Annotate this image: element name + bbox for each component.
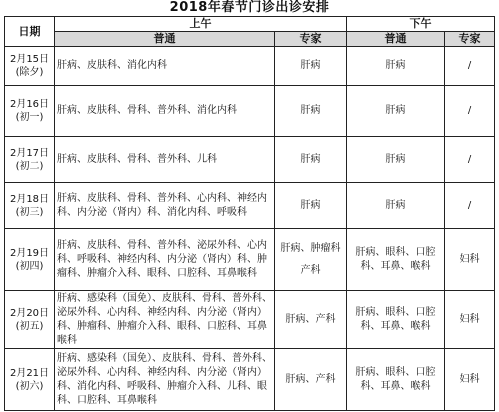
- pm-general-header: 普通: [347, 32, 445, 47]
- am-specialist-cell: [275, 47, 347, 86]
- pm-general-cell: 肝病、眼科、口腔科、耳鼻、喉科: [347, 349, 445, 411]
- am-specialist-text: 肝病、肿瘤科: [280, 242, 341, 254]
- pm-specialist-cell: /: [445, 137, 495, 183]
- pm-header: 下午: [347, 17, 495, 32]
- date-day-text: (初三): [15, 206, 44, 218]
- table-row: [5, 137, 495, 183]
- am-specialist-text: 肝病: [300, 153, 321, 165]
- date-cell: [5, 183, 55, 229]
- pm-specialist-header: 专家: [445, 32, 495, 47]
- page-title: 2018年春节门诊出诊安排: [169, 0, 330, 15]
- am-specialist-text: 肝病、产科: [285, 313, 336, 325]
- date-cell: [5, 86, 55, 137]
- date-cell: [5, 137, 55, 183]
- table-row: [5, 86, 495, 137]
- table-row: [5, 291, 495, 349]
- am-specialist-cell: [275, 86, 347, 137]
- date-day-text: (初一): [15, 112, 44, 123]
- am-specialist-text: 肝病、产科: [285, 373, 336, 385]
- pm-general-cell: 肝病: [347, 183, 445, 229]
- am-specialist-cell: [275, 349, 347, 411]
- am-specialist-text: 肝病: [300, 199, 321, 211]
- am-specialist-text-2: 产科: [300, 264, 321, 276]
- pm-general-cell: 肝病: [347, 137, 445, 183]
- date-text: 2月19日: [9, 247, 50, 259]
- pm-specialist-cell: /: [445, 47, 495, 86]
- pm-specialist-cell: 妇科: [445, 291, 495, 349]
- date-day-text: (初四): [15, 260, 44, 272]
- schedule-table: [4, 16, 495, 411]
- am-specialist-cell: [275, 183, 347, 229]
- pm-specialist-cell: 妇科: [445, 229, 495, 291]
- date-text: 2月21日: [9, 367, 50, 379]
- am-general-cell: 肝病、皮肤科、骨科、普外科、消化内科: [55, 86, 275, 137]
- pm-general-cell: 肝病: [347, 47, 445, 86]
- table-row: [5, 47, 495, 86]
- pm-general-cell: 肝病、眼科、口腔科、耳鼻、喉科: [347, 291, 445, 349]
- am-general-cell: 肝病、皮肤科、骨科、普外科、泌尿外科、心内科、呼吸科、神经内科、内分泌（肾内）科、肿瘤科、肿瘤介入科、眼科、口腔科、耳鼻喉科: [55, 229, 275, 291]
- am-general-cell: 肝病、感染科（国免）、皮肤科、骨科、普外科、泌尿外科、心内科、神经内科、内分泌（肾内）科、肿瘤科、肿瘤介入科、眼科、口腔科、耳鼻喉科: [55, 291, 275, 349]
- am-general-cell: 肝病、皮肤科、骨科、普外科、儿科: [55, 137, 275, 183]
- am-header: 上午: [55, 17, 347, 32]
- date-text: 2月20日: [9, 307, 50, 319]
- date-text: 2月17日: [9, 147, 50, 159]
- table-row: [5, 183, 495, 229]
- date-text: 2月15日: [9, 54, 50, 65]
- pm-specialist-cell: /: [445, 86, 495, 137]
- am-specialist-cell: [275, 291, 347, 349]
- pm-general-cell: 肝病、眼科、口腔科、耳鼻、喉科: [347, 229, 445, 291]
- header-row-top: [5, 17, 495, 32]
- am-specialist-header: 专家: [275, 32, 347, 47]
- table-row: [5, 229, 495, 291]
- date-cell: [5, 229, 55, 291]
- am-general-cell: 肝病、感染科（国免）、皮肤科、骨科、普外科、泌尿外科、心内科、神经内科、内分泌（肾内）科、消化内科、呼吸科、肿瘤介入科、儿科、眼科、口腔科、耳鼻喉科: [55, 349, 275, 411]
- am-general-header: 普通: [55, 32, 275, 47]
- am-general-cell: 肝病、皮肤科、消化内科: [55, 47, 275, 86]
- date-cell: [5, 291, 55, 349]
- header-row-sub: [5, 32, 495, 47]
- date-text: 2月16日: [9, 99, 50, 110]
- date-header: 日期: [5, 17, 55, 47]
- date-cell: [5, 349, 55, 411]
- date-text: 2月18日: [9, 193, 50, 205]
- pm-specialist-cell: /: [445, 183, 495, 229]
- pm-specialist-cell: 妇科: [445, 349, 495, 411]
- am-specialist-text: 肝病: [300, 105, 321, 116]
- am-general-cell: 肝病、皮肤科、骨科、普外科、心内科、神经内科、内分泌（肾内）科、消化内科、呼吸科: [55, 183, 275, 229]
- date-day-text: (初五): [15, 320, 44, 332]
- pm-general-cell: 肝病: [347, 86, 445, 137]
- date-day-text: (初六): [15, 380, 44, 392]
- am-specialist-cell: [275, 229, 347, 291]
- am-specialist-cell: [275, 137, 347, 183]
- table-row: [5, 349, 495, 411]
- date-day-text: (初二): [15, 160, 44, 172]
- date-cell: [5, 47, 55, 86]
- am-specialist-text: 肝病: [300, 60, 321, 71]
- date-day-text: (除夕): [15, 67, 44, 78]
